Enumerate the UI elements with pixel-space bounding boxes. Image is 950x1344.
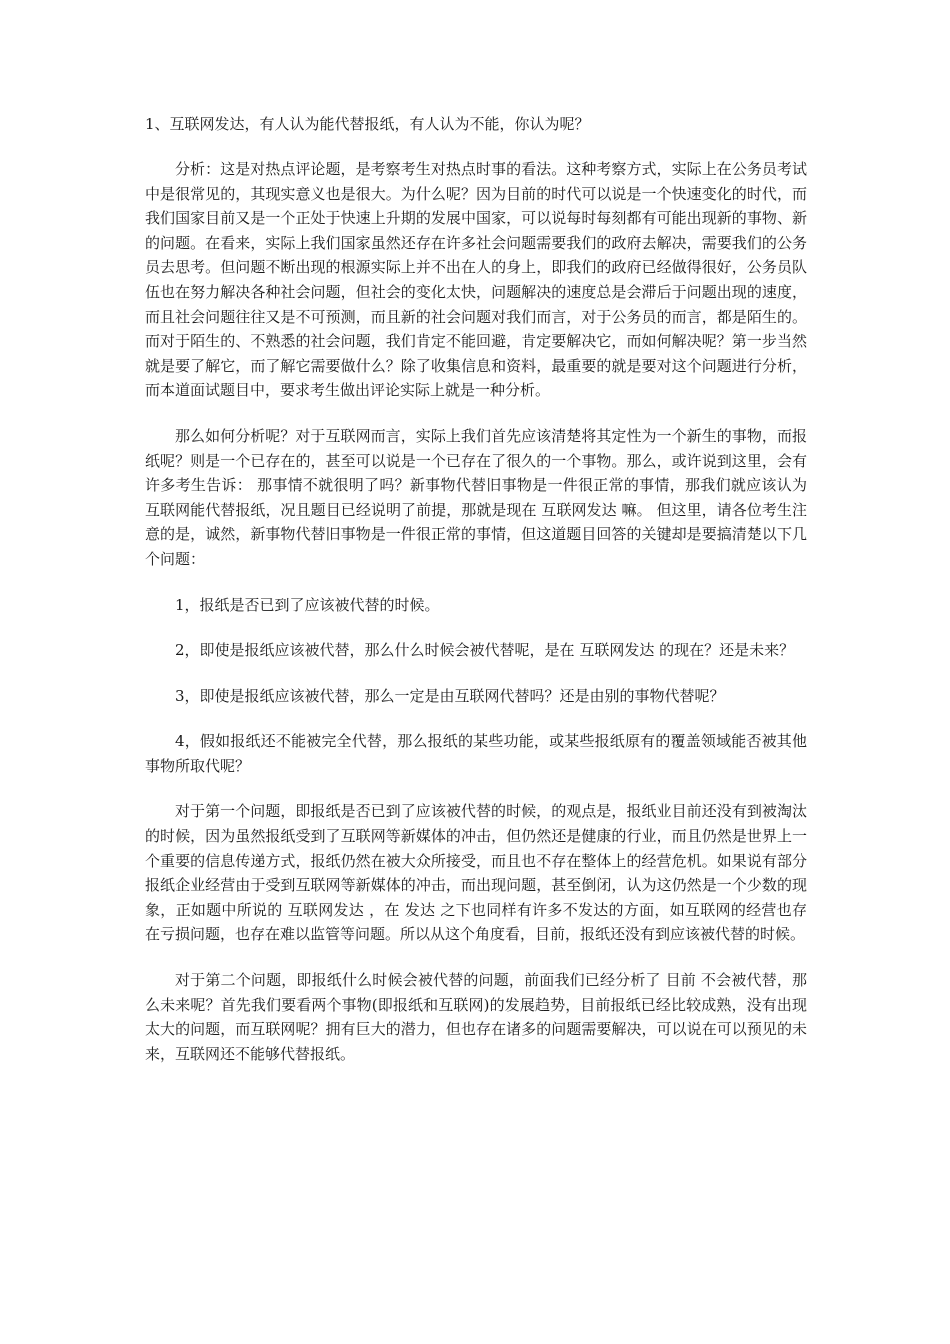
document-body: [145, 112, 807, 1087]
key-question-3: 3，即使是报纸应该被代替，那么一定是由互联网代替吗？还是由别的事物代替呢？: [175, 686, 725, 705]
key-question-1: 1，报纸是否已到了应该被代替的时候。: [175, 595, 440, 614]
analysis-paragraph: 分析：这是对热点评论题，是考察考生对热点时事的看法。这种考察方式，实际上在公务员考试中是很常见的，其现实意义也是很大。为什么呢？因为目前的时代可以说是一个快速变化的时代，而我们国家目前又是一个正处于快速上升期的发展中国家，可以说每时每刻都有可能出现新的事物、新的问题。在看来，实际上我们国家虽然还存在许多社会问题需要我们的政府去解决，需要我们的公务员去思考。但问题不断出现的根源实际上并不出在人的身上，即我们的政府已经做得很好，公务员队伍也在努力解决各种社会问题，但社会的变化太快，问题解决的速度总是会滞后于问题出现的速度，而且社会问题往往又是不可预测，而且新的社会问题对我们而言，对于公务员的而言，都是陌生的。而对于陌生的、不熟悉的社会问题，我们肯定不能回避，肯定要解决它，而如何解决呢？第一步当然就是要了解它，而了解它需要做什么？除了收集信息和资料，最重要的就是要对这个问题进行分析，而本道面试题目中，要求考生做出评论实际上就是一种分析。: [145, 160, 807, 400]
key-question-4: 4，假如报纸还不能被完全代替，那么报纸的某些功能，或某些报纸原有的覆盖领域能否被其他事物所取代呢？: [145, 732, 807, 775]
key-question-2: 2，即使是报纸应该被代替，那么什么时候会被代替呢，是在 互联网发达 的现在？还是未来？: [175, 641, 795, 660]
answer-second-question-paragraph: 对于第二个问题，即报纸什么时候会被代替的问题，前面我们已经分析了 目前 不会被代替，那么未来呢？首先我们要看两个事物(即报纸和互联网)的发展趋势，目前报纸已经比较成熟，没有出现太大的问题，而互联网呢？拥有巨大的潜力，但也存在诸多的问题需要解决，可以说在可以预见的未来，互联网还不能够代替报纸。: [145, 971, 807, 1063]
question-heading: 1、互联网发达，有人认为能代替报纸，有人认为不能，你认为呢？: [145, 115, 590, 133]
how-to-analyze-paragraph: 那么如何分析呢？对于互联网而言，实际上我们首先应该清楚将其定性为一个新生的事物，而报纸呢？则是一个已存在的，甚至可以说是一个已存在了很久的一个事物。那么，或许说到这里，会有许多考生告诉： 那事情不就很明了吗？新事物代替旧事物是一件很正常的事情，那我们就应该认为互联网能代替报纸，况且题目已经说明了前提，那就是现在 互联网发达 嘛。 但这里，请各位考生注意的是，诚然，新事物代替旧事物是一件很正常的事情，但这道题目回答的关键却是要搞清楚以下几个问题：: [145, 426, 807, 568]
answer-first-question-paragraph: 对于第一个问题，即报纸是否已到了应该被代替的时候，的观点是，报纸业目前还没有到被淘汰的时候，因为虽然报纸受到了互联网等新媒体的冲击，但仍然还是健康的行业，而且仍然是世界上一个重要的信息传递方式，报纸仍然在被大众所接受，而且也不存在整体上的经营危机。如果说有部分报纸企业经营由于受到互联网等新媒体的冲击，而出现问题，甚至倒闭，认为这仍然是一个少数的现象，正如题中所说的 互联网发达 ，在 发达 之下也同样有许多不发达的方面，如互联网的经营也存在亏损问题，也存在难以监管等问题。所以从这个角度看，目前，报纸还没有到应该被代替的时候。: [145, 802, 807, 944]
